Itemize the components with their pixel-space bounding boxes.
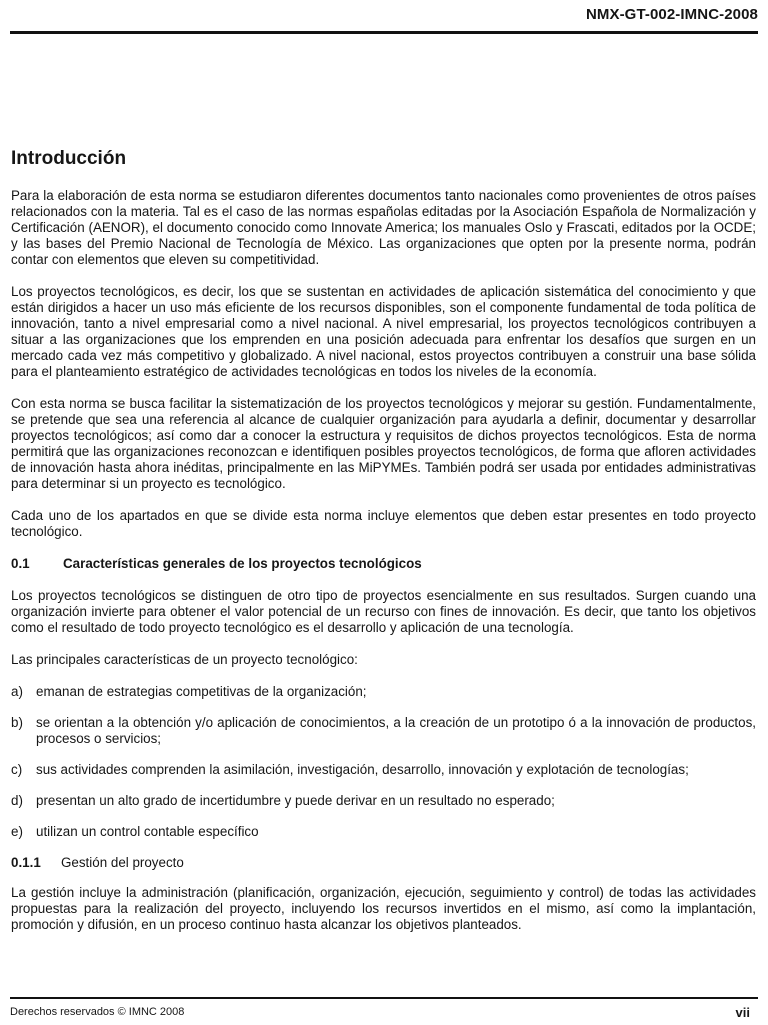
list-marker: e) — [11, 824, 23, 839]
section-heading-0-1 — [11, 556, 756, 572]
page-footer — [10, 997, 758, 1025]
document-code: NMX-GT-002-IMNC-2008 — [585, 6, 758, 23]
subsection-number: 0.1.1 — [11, 855, 41, 870]
list-text: presentan un alto grado de incertidumbre y puede derivar en un resultado no esperado; — [36, 793, 555, 808]
list-marker: d) — [11, 793, 23, 808]
list-intro: Las principales características de un proyecto tecnológico: — [11, 652, 358, 667]
list-text: sus actividades comprenden la asimilación, investigación, desarrollo, innovación y explotación de tecnologías; — [36, 762, 689, 777]
intro-paragraph-1: Para la elaboración de esta norma se estudiaron diferentes documentos tanto nacionales como provenientes de otros países relacionados con la materia. Tal es el caso de las normas españolas editadas por la Asociación Española de Normalización y Certificación (AENOR), el documento conocido como Innovate America; los manuales Oslo y Frascati, editados por la OCDE; y las bases del Premio Nacional de Tecnología de México. Las organizaciones que opten por la presente norma, podrán contar con elementos que eleven su competitividad. — [11, 188, 756, 267]
subsection-title: Gestión del proyecto — [61, 855, 184, 870]
intro-title: Introducción — [11, 148, 127, 169]
list-item — [11, 824, 756, 840]
intro-paragraph-3: Con esta norma se busca facilitar la sistematización de los proyectos tecnológicos y mejorar su gestión. Fundamentalmente, se pretende que sea una referencia al alcance de cualquier organización para ayudarla a definir, documentar y desarrollar proyectos tecnológicos; así como dar a conocer la estructura y requisitos de dichos proyectos tecnológicos. Esta de norma permitirá que las organizaciones reconozcan e identifiquen posibles proyectos tecnológicos, de forma que afloren actividades de innovación hasta ahora inéditas, principalmente en las MiPYMEs. También podrá ser usada por entidades administrativas para determinar si un proyecto es tecnológico. — [11, 396, 756, 491]
page-content — [11, 148, 756, 933]
intro-paragraph-4: Cada uno de los apartados en que se divide esta norma incluye elementos que deben estar presentes en todo proyecto tecnológico. — [11, 508, 756, 539]
list-item — [11, 684, 756, 700]
section-number: 0.1 — [11, 556, 30, 571]
list-item — [11, 715, 756, 747]
copyright-notice: Derechos reservados © IMNC 2008 — [10, 1006, 185, 1018]
list-text: emanan de estrategias competitivas de la organización; — [36, 684, 367, 699]
list-marker: a) — [11, 684, 23, 699]
list-marker: c) — [11, 762, 23, 777]
list-text: utilizan un control contable específico — [36, 824, 259, 839]
list-marker: b) — [11, 715, 23, 730]
intro-paragraph-2: Los proyectos tecnológicos, es decir, los que se sustentan en actividades de aplicación sistemática del conocimiento y que están dirigidos a hacer un uso más eficiente de los recursos disponibles, son el componente fundamental de toda política de innovación, tanto a nivel empresarial como a nivel nacional. A nivel empresarial, los proyectos tecnológicos contribuyen a situar a las organizaciones que los emprenden en una posición adecuada para enfrentar los desafíos que surgen en un mercado cada vez más competitivo y globalizado. A nivel nacional, estos proyectos contribuyen a construir una base sólida para el planteamiento estratégico de actividades tecnológicas en todos los niveles de la economía. — [11, 284, 756, 379]
section-title: Características generales de los proyectos tecnológicos — [63, 556, 422, 571]
list-item — [11, 762, 756, 778]
section-0-1-paragraph: Los proyectos tecnológicos se distinguen de otro tipo de proyectos esencialmente en sus resultados. Surgen cuando una organización invierte para obtener el valor potencial de un recurso con fines de innovación. Es decir, que tanto los objetivos como el resultado de todo proyecto tecnológico es el desarrollo y aplicación de una tecnología. — [11, 588, 756, 635]
section-0-1-1-paragraph: La gestión incluye la administración (planificación, organización, ejecución, seguimiento y control) de todas las actividades propuestas para la realización del proyecto, incluyendo los recursos invertidos en el mismo, así como la implantación, promoción y difusión, en un proceso continuo hasta alcanzar los objetivos planteados. — [11, 885, 756, 932]
page-number: vii — [735, 1005, 750, 1020]
page-header — [10, 0, 758, 34]
section-heading-0-1-1 — [11, 855, 756, 871]
list-item — [11, 793, 756, 809]
list-text: se orientan a la obtención y/o aplicación de conocimientos, a la creación de un prototipo ó a la innovación de productos, procesos o servicios; — [36, 715, 756, 746]
